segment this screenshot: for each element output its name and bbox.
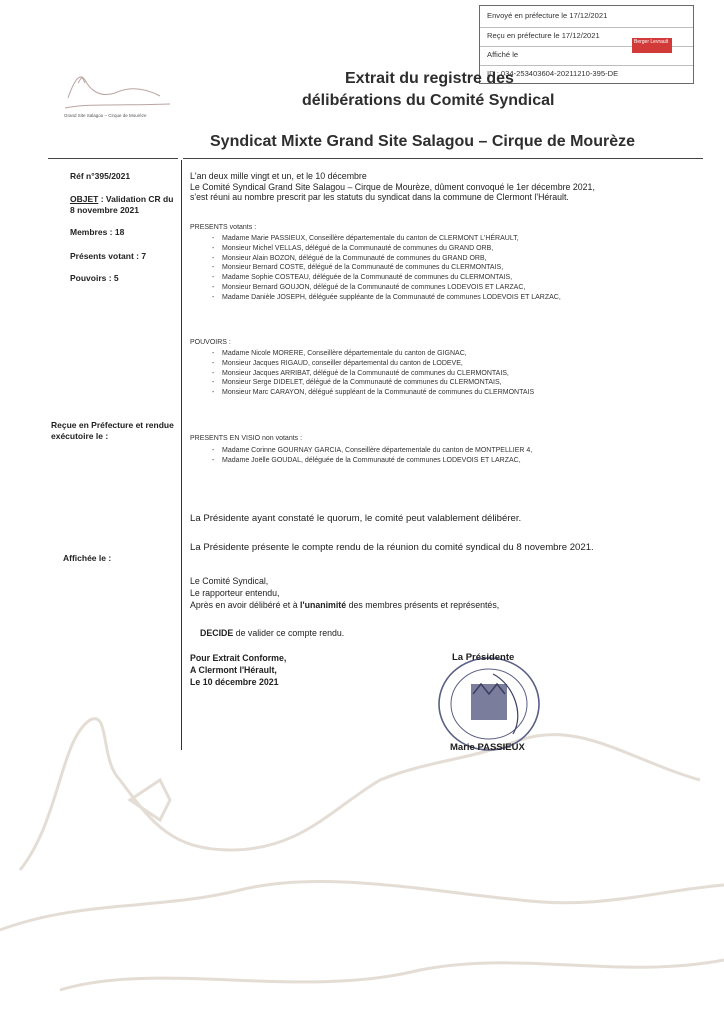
stamp-envoye: Envoyé en préfecture le 17/12/2021 — [487, 11, 608, 20]
signature-title: La Présidente — [452, 652, 515, 663]
list-item: - Madame Joëlle GOUDAL, déléguée de la Communauté de communes LODEVOIS ET LARZAC, — [190, 456, 532, 466]
objet — [70, 194, 175, 215]
extrait-line: Le 10 décembre 2021 — [190, 677, 279, 687]
comite-line: Le rapporteur entendu, — [190, 588, 280, 598]
list-item: - Monsieur Jacques RIGAUD, conseiller départemental du canton de LODEVE, — [190, 359, 534, 369]
ref-number: Réf n°395/2021 — [70, 171, 131, 181]
list-item: - Madame Sophie COSTEAU, déléguée de la Communauté de communes du CLERMONTAIS, — [190, 273, 561, 283]
decision — [200, 627, 344, 639]
stamp-divider — [480, 27, 693, 28]
header-divider-left — [48, 158, 178, 159]
stamp-divider — [480, 65, 693, 66]
list-item: - Monsieur Marc CARAYON, délégué suppléant de la Communauté de communes du CLERMONTAIS — [190, 388, 534, 398]
stamp-recu: Reçu en préfecture le 17/12/2021 — [487, 31, 600, 40]
logo-caption: Grand Site Salagou – Cirque de Mourèze — [64, 113, 147, 118]
pouvoirs-list — [190, 349, 534, 398]
pouvoirs-label: POUVOIRS : — [190, 339, 231, 346]
decide-text: de valider ce compte rendu. — [233, 628, 345, 638]
list-item: - Monsieur Jacques ARRIBAT, délégué de la Communauté de communes du CLERMONTAIS, — [190, 369, 534, 379]
list-item: - Monsieur Bernard COSTE, délégué de la Communauté de communes du CLERMONTAIS, — [190, 263, 561, 273]
list-item: - Monsieur Serge DIDELET, délégué de la Communauté de communes du CLERMONTAIS, — [190, 378, 534, 388]
quorum-statement: La Présidente ayant constaté le quorum, le comité peut valablement délibérer. — [190, 513, 522, 524]
list-item: - Madame Marie PASSIEUX, Conseillère départementale du canton de CLERMONT L'HÉRAULT, — [190, 234, 561, 244]
comite-text: Après en avoir délibéré et à — [190, 600, 301, 610]
pouvoirs-count: Pouvoirs : 5 — [70, 273, 119, 283]
objet-text: : Validation CR du 8 novembre 2021 — [70, 194, 174, 215]
objet-label: OBJET — [70, 194, 99, 204]
presents-count: Présents votant : 7 — [70, 251, 147, 261]
column-divider — [181, 160, 182, 750]
intro-block — [190, 171, 705, 203]
extrait-conforme — [190, 652, 286, 688]
intro-line: Le Comité Syndical Grand Site Salagou – Cirque de Mourèze, dûment convoqué le 1er décembre 2021, — [190, 181, 595, 192]
stamp-id: ID : 034-253403604-20211210-395-DE — [487, 69, 619, 78]
comite-text: des membres présents et représentés, — [346, 600, 500, 610]
stamp-affiche: Affiché le — [487, 50, 519, 59]
intro-line: s'est réuni au nombre prescrit par les statuts du syndicat dans la commune de Clermont l'Hérault. — [190, 192, 569, 203]
comite-line: Le Comité Syndical, — [190, 576, 269, 586]
presents-label: PRESENTS votants : — [190, 224, 257, 231]
presentation-statement: La Présidente présente le compte rendu de la réunion du comité syndical du 8 novembre 2021. — [190, 542, 594, 553]
affichee-label: Affichée le : — [63, 553, 112, 563]
visio-label: PRESENTS EN VISIO non votants : — [190, 435, 303, 442]
comite-block — [190, 575, 499, 611]
list-item: - Madame Nicole MORERE, Conseillère départementale du canton de GIGNAC, — [190, 349, 534, 359]
syndicat-title: Syndicat Mixte Grand Site Salagou – Cirque de Mourèze — [210, 133, 635, 150]
list-item: - Monsieur Alain BOZON, délégué de la Communauté de communes du GRAND ORB, — [190, 254, 561, 264]
list-item: - Monsieur Michel VELLAS, délégué de la Communauté de communes du GRAND ORB, — [190, 244, 561, 254]
list-item: - Monsieur Bernard GOUJON, délégué de la Communauté de communes LODEVOIS ET LARZAC, — [190, 283, 561, 293]
presents-list — [190, 234, 561, 303]
unanimite: l'unanimité — [300, 600, 347, 610]
signatory-name: Marie PASSIEUX — [450, 742, 525, 753]
decide-keyword: DECIDE — [200, 628, 234, 638]
comite-line — [190, 599, 499, 611]
extrait-line: A Clermont l'Hérault, — [190, 665, 277, 675]
official-seal — [433, 654, 545, 754]
visio-list — [190, 446, 532, 466]
berger-levrault-logo: Berger Levrault — [632, 38, 672, 53]
landscape-watermark — [0, 700, 724, 1024]
page-title-line1: Extrait du registre des — [345, 70, 514, 87]
recue-prefecture: Reçue en Préfecture et rendue exécutoire le : — [51, 420, 174, 441]
header-divider-right — [183, 158, 703, 159]
extrait-line: Pour Extrait Conforme, — [190, 653, 287, 663]
intro-line: L'an deux mille vingt et un, et le 10 décembre — [190, 171, 367, 181]
list-item: - Madame Danièle JOSEPH, déléguée suppléante de la Communauté de communes LODEVOIS ET LARZAC, — [190, 293, 561, 303]
page-title-line2: délibérations du Comité Syndical — [302, 92, 555, 109]
list-item: - Madame Corinne GOURNAY GARCIA, Conseillère départementale du canton de MONTPELLIER 4, — [190, 446, 532, 456]
membres-count: Membres : 18 — [70, 227, 125, 237]
